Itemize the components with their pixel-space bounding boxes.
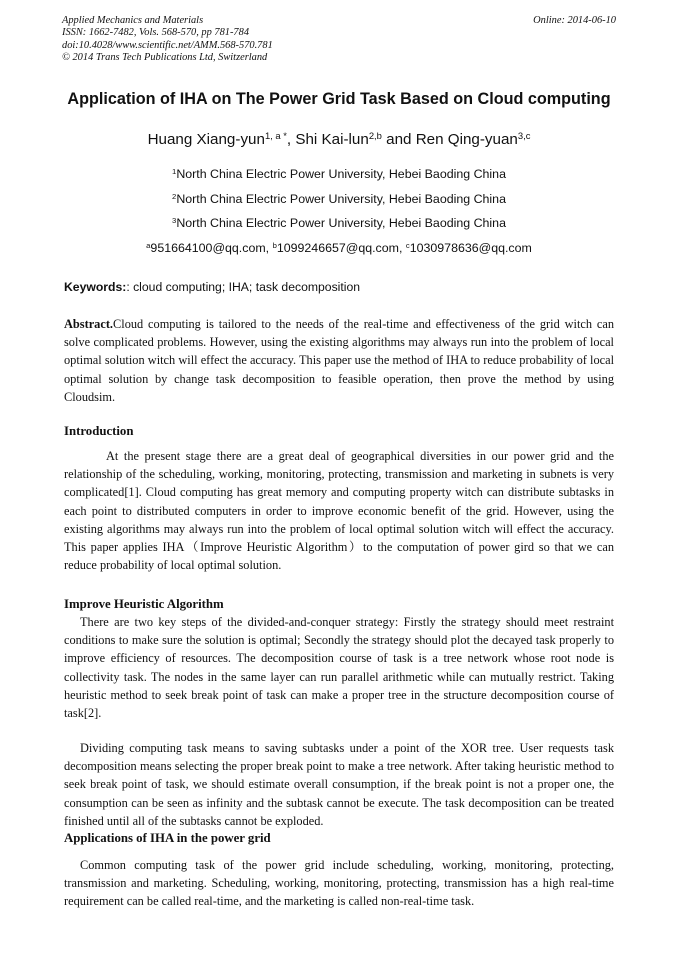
iha-heading: Improve Heuristic Algorithm <box>64 597 224 611</box>
paper-title: Application of IHA on The Power Grid Task Based on Cloud computing <box>67 90 611 108</box>
iha-paragraph-2: Dividing computing task means to saving subtasks under a point of the XOR tree. User requests task decomposition means selecting the proper break point to make a tree network. After taking heuristic method to seek break point of task, we should estimate overall consumption, if the break point is not a proper one, the consumption can be seen as infinity and the subtask cannot be execute. The task decomposition can be treated finished until all of the subtasks cannot be exploded. <box>64 741 614 828</box>
email-b-mark: b <box>272 240 277 250</box>
affiliation-1 <box>0 167 678 181</box>
affiliation-2-number: 2 <box>172 191 177 201</box>
email-a: 951664100@qq.com, <box>150 241 270 255</box>
introduction-paragraph: At the present stage there are a great deal of geographical diversities in our power grid and the relationship of the scheduling, working, monitoring, protecting, transmission and marketing in subnets is very complicated[1]. Cloud computing has great memory and computing property witch can distribute subtasks in each point to distributed computers in order to improve economic benefit of the grid. However, using the existing algorithms may always run into the problem of local optimal solution witch will effect the accuracy. This paper applies IHA（Improve Heuristic Algorithm）to the computation of power gird so that we can reduce probability of local optimal solution. <box>64 449 614 573</box>
email-b: 1099246657@qq.com, <box>276 241 403 255</box>
affiliation-3 <box>0 216 678 230</box>
email-c: 1030978636@qq.com <box>409 241 532 255</box>
email-a-mark: a <box>146 240 151 250</box>
author-list: Huang Xiang-yun$^{1, a *}$, Shi Kai-lun$^{2,b}$ and Ren Qing-yuan$^{3,c}$ <box>147 129 531 148</box>
affiliation-3-number: 3 <box>172 215 177 225</box>
copyright-line: © 2014 Trans Tech Publications Ltd, Switzerland <box>62 52 268 64</box>
introduction-heading: Introduction <box>64 424 134 438</box>
author-3: Ren Qing-yuan <box>415 131 518 148</box>
journal-name: Applied Mechanics and Materials <box>62 15 204 26</box>
author-3-marks: 3,c <box>517 129 531 141</box>
affiliation-2-text: North China Electric Power University, Hebei Baoding China <box>176 192 506 206</box>
issn-line: ISSN: 1662-7482, Vols. 568-570, pp 781-784 <box>62 27 250 39</box>
affiliation-2 <box>0 192 678 206</box>
author-1: Huang Xiang-yun <box>147 131 265 148</box>
author-emails <box>0 241 678 255</box>
email-c-mark: c <box>405 240 410 250</box>
iha-paragraph-1: There are two key steps of the divided-and-conquer strategy: Firstly the strategy should meet restraint conditions to make sure the solution is optimal; Secondly the strategy should plot the decayed task properly to improve efficiency of resources. The decomposition course of task is a tree network whose root node is collectivity task. The nodes in the same layer can run parallel arithmetic while can mutually restrict. Taking heuristic method to seek break point of task can make a proper tree in the structure decomposition course of task[2]. <box>64 615 614 721</box>
online-date: Online: 2014-06-10 <box>533 15 616 26</box>
applications-paragraph: Common computing task of the power grid include scheduling, working, monitoring, protecting, transmission and marketing. Scheduling, working, monitoring, protecting, transmission has a high real-time requirement can be called real-time, and the marketing is called non-real-time task. <box>64 858 614 909</box>
affiliation-3-text: North China Electric Power University, Hebei Baoding China <box>176 216 506 230</box>
running-header <box>62 15 616 65</box>
author-2: Shi Kai-lun <box>295 131 369 148</box>
abstract-text: Cloud computing is tailored to the needs of the real-time and effectiveness of the grid witch can solve complicated problems. However, using the existing algorithms may always run into the problem of local optimal solution witch will effect the accuracy. This paper use the method of IHA to reduce probability of local optimal solution by change task decomposition to feasible operation, then prove the method by using Cloudsim. <box>64 317 614 404</box>
keywords-label: Keywords: <box>64 280 127 294</box>
applications-heading: Applications of IHA in the power grid <box>64 831 271 845</box>
doi-line: doi:10.4028/www.scientific.net/AMM.568-570.781 <box>62 39 273 51</box>
keywords-line <box>64 280 360 294</box>
affiliation-1-number: 1 <box>172 166 177 176</box>
abstract-label: Abstract. <box>64 317 114 331</box>
abstract-paragraph <box>64 315 614 406</box>
keywords-text: : cloud computing; IHA; task decomposition <box>126 280 361 294</box>
affiliation-1-text: North China Electric Power University, Hebei Baoding China <box>176 167 506 181</box>
and-word: and <box>386 131 412 148</box>
author-2-marks: 2,b <box>368 129 382 141</box>
author-1-marks: 1, a * <box>264 129 287 141</box>
